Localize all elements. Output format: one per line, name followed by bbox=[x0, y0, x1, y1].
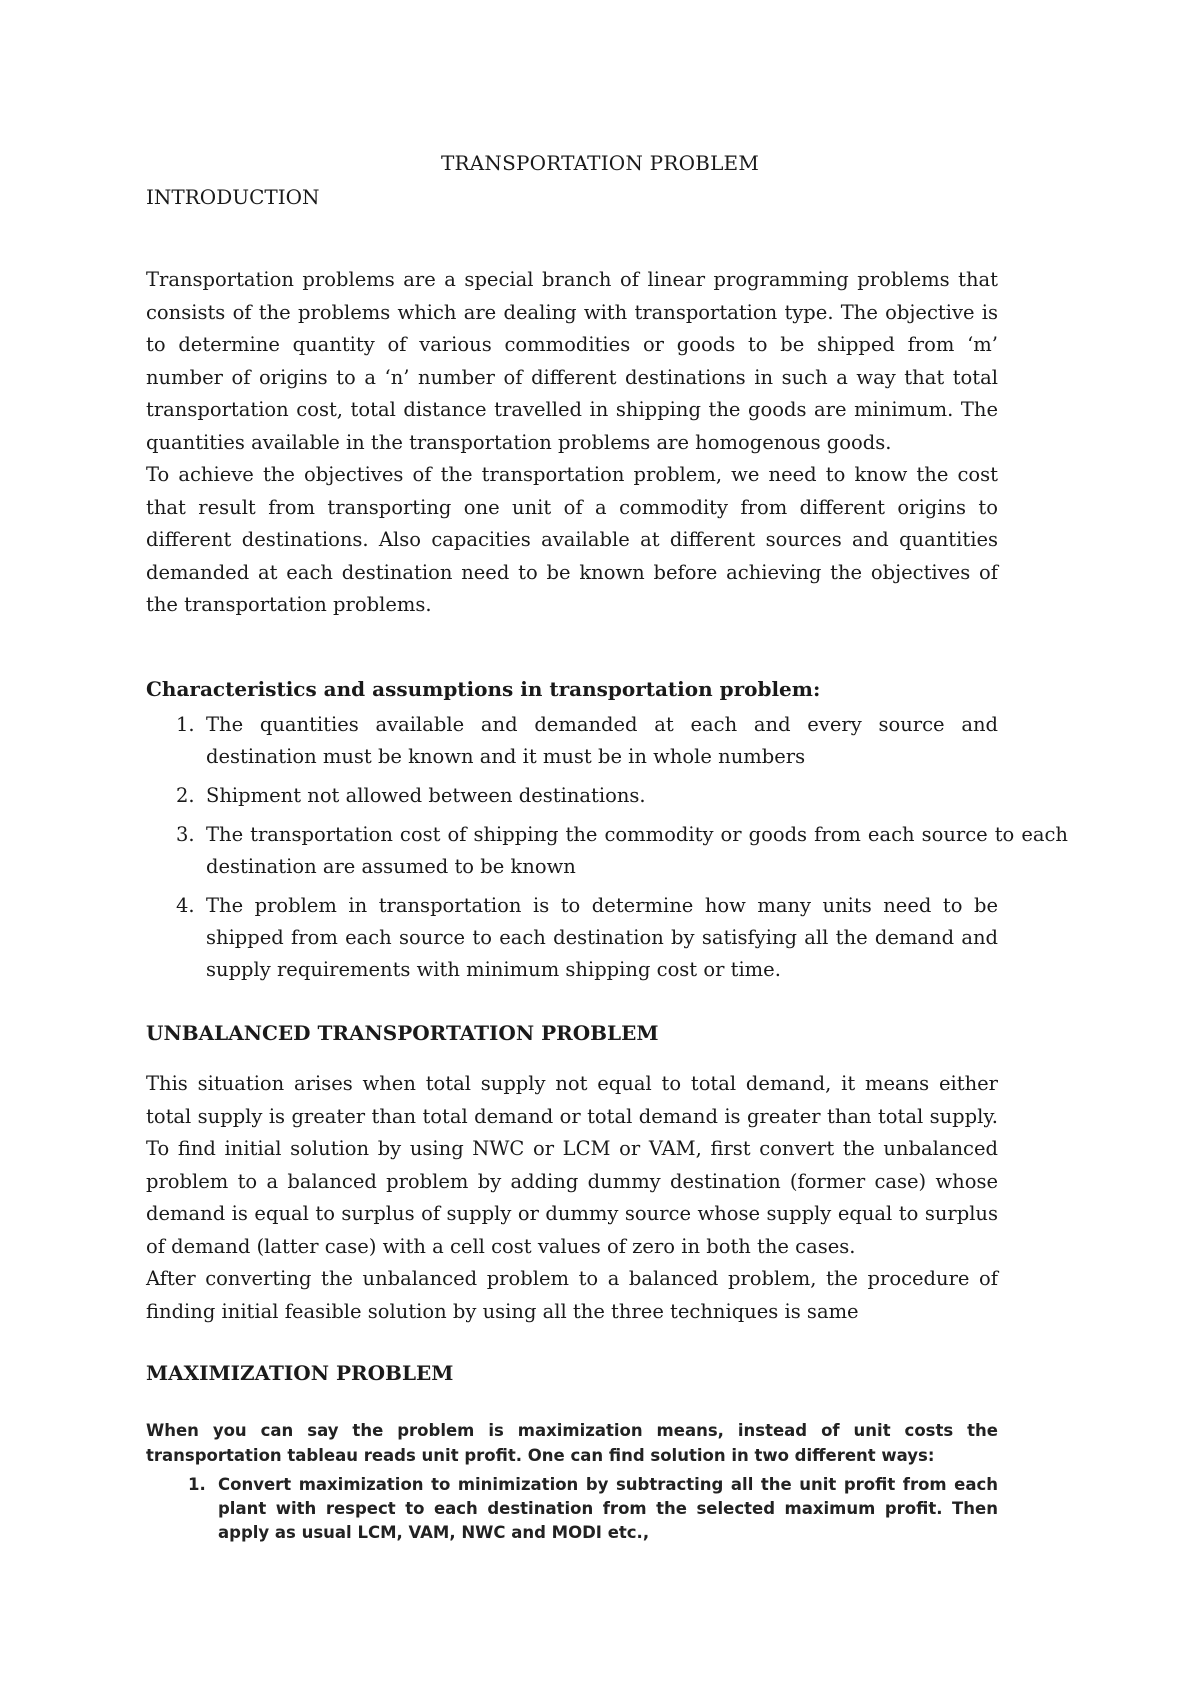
list-item-text: The quantities available and demanded at each and every source and destination must be known and it must be in whole numbers bbox=[206, 713, 998, 768]
list-item-number: 2. bbox=[176, 784, 195, 807]
maximization-list bbox=[146, 1473, 998, 1545]
list-item-number: 3. bbox=[176, 823, 195, 846]
characteristics-list bbox=[146, 709, 1068, 986]
list-item bbox=[146, 819, 1068, 883]
list-item-number: 1. bbox=[176, 713, 195, 736]
unbalanced-paragraph-1: This situation arises when total supply not equal to total demand, it means either total supply is greater than total demand or total demand is greater than total supply. To find initial solution by using NWC or LCM or VAM, first convert the unbalanced problem to a balanced problem by adding dummy destination (former case) whose demand is equal to surplus of supply or dummy source whose supply equal to surplus of demand (latter case) with a cell cost values of zero in both the cases. bbox=[146, 1072, 998, 1258]
list-item bbox=[146, 890, 998, 986]
list-item bbox=[146, 780, 998, 812]
list-item-text: Shipment not allowed between destinations. bbox=[206, 784, 646, 807]
list-item-text: The problem in transportation is to determine how many units need to be shipped from each source to each destination by satisfying all the demand and supply requirements with minimum shipping cost or time. bbox=[206, 894, 998, 981]
characteristics-heading: Characteristics and assumptions in transportation problem: bbox=[146, 677, 821, 701]
unbalanced-paragraph-2: After converting the unbalanced problem to a balanced problem, the procedure of finding initial feasible solution by using all the three techniques is same bbox=[146, 1267, 998, 1323]
list-item bbox=[146, 709, 998, 773]
page-title: TRANSPORTATION PROBLEM bbox=[440, 151, 760, 175]
introduction-paragraph-1: Transportation problems are a special branch of linear programming problems that consists of the problems which are dealing with transportation type. The objective is to determine quantity of various commodities or goods to be shipped from ‘m’ number of origins to a ‘n’ number of different destinations in such a way that total transportation cost, total distance travelled in shipping the goods are minimum. The quantities available in the transportation problems are homogenous goods. bbox=[146, 268, 998, 454]
list-item-number: 4. bbox=[176, 894, 195, 917]
maximization-heading: MAXIMIZATION PROBLEM bbox=[146, 1361, 454, 1385]
unbalanced-heading: UNBALANCED TRANSPORTATION PROBLEM bbox=[146, 1021, 659, 1045]
list-item bbox=[146, 1473, 998, 1545]
introduction-paragraph-2: To achieve the objectives of the transportation problem, we need to know the cost that result from transporting one unit of a commodity from different origins to different destinations. Also capacities available at different sources and quantities demanded at each destination need to be known before achieving the objectives of the transportation problems. bbox=[146, 463, 998, 616]
introduction-heading: INTRODUCTION bbox=[146, 185, 320, 209]
list-item-text: Convert maximization to minimization by subtracting all the unit profit from each plant with respect to each destination from the selected maximum profit. Then apply as usual LCM, VAM, NWC and MODI etc., bbox=[218, 1475, 998, 1542]
list-item-text: The transportation cost of shipping the commodity or goods from each source to each destination are assumed to be known bbox=[206, 823, 1068, 878]
list-item-number: 1. bbox=[188, 1475, 206, 1494]
maximization-paragraph-1: When you can say the problem is maximization means, instead of unit costs the transportation tableau reads unit profit. One can find solution in two different ways: bbox=[146, 1421, 998, 1465]
